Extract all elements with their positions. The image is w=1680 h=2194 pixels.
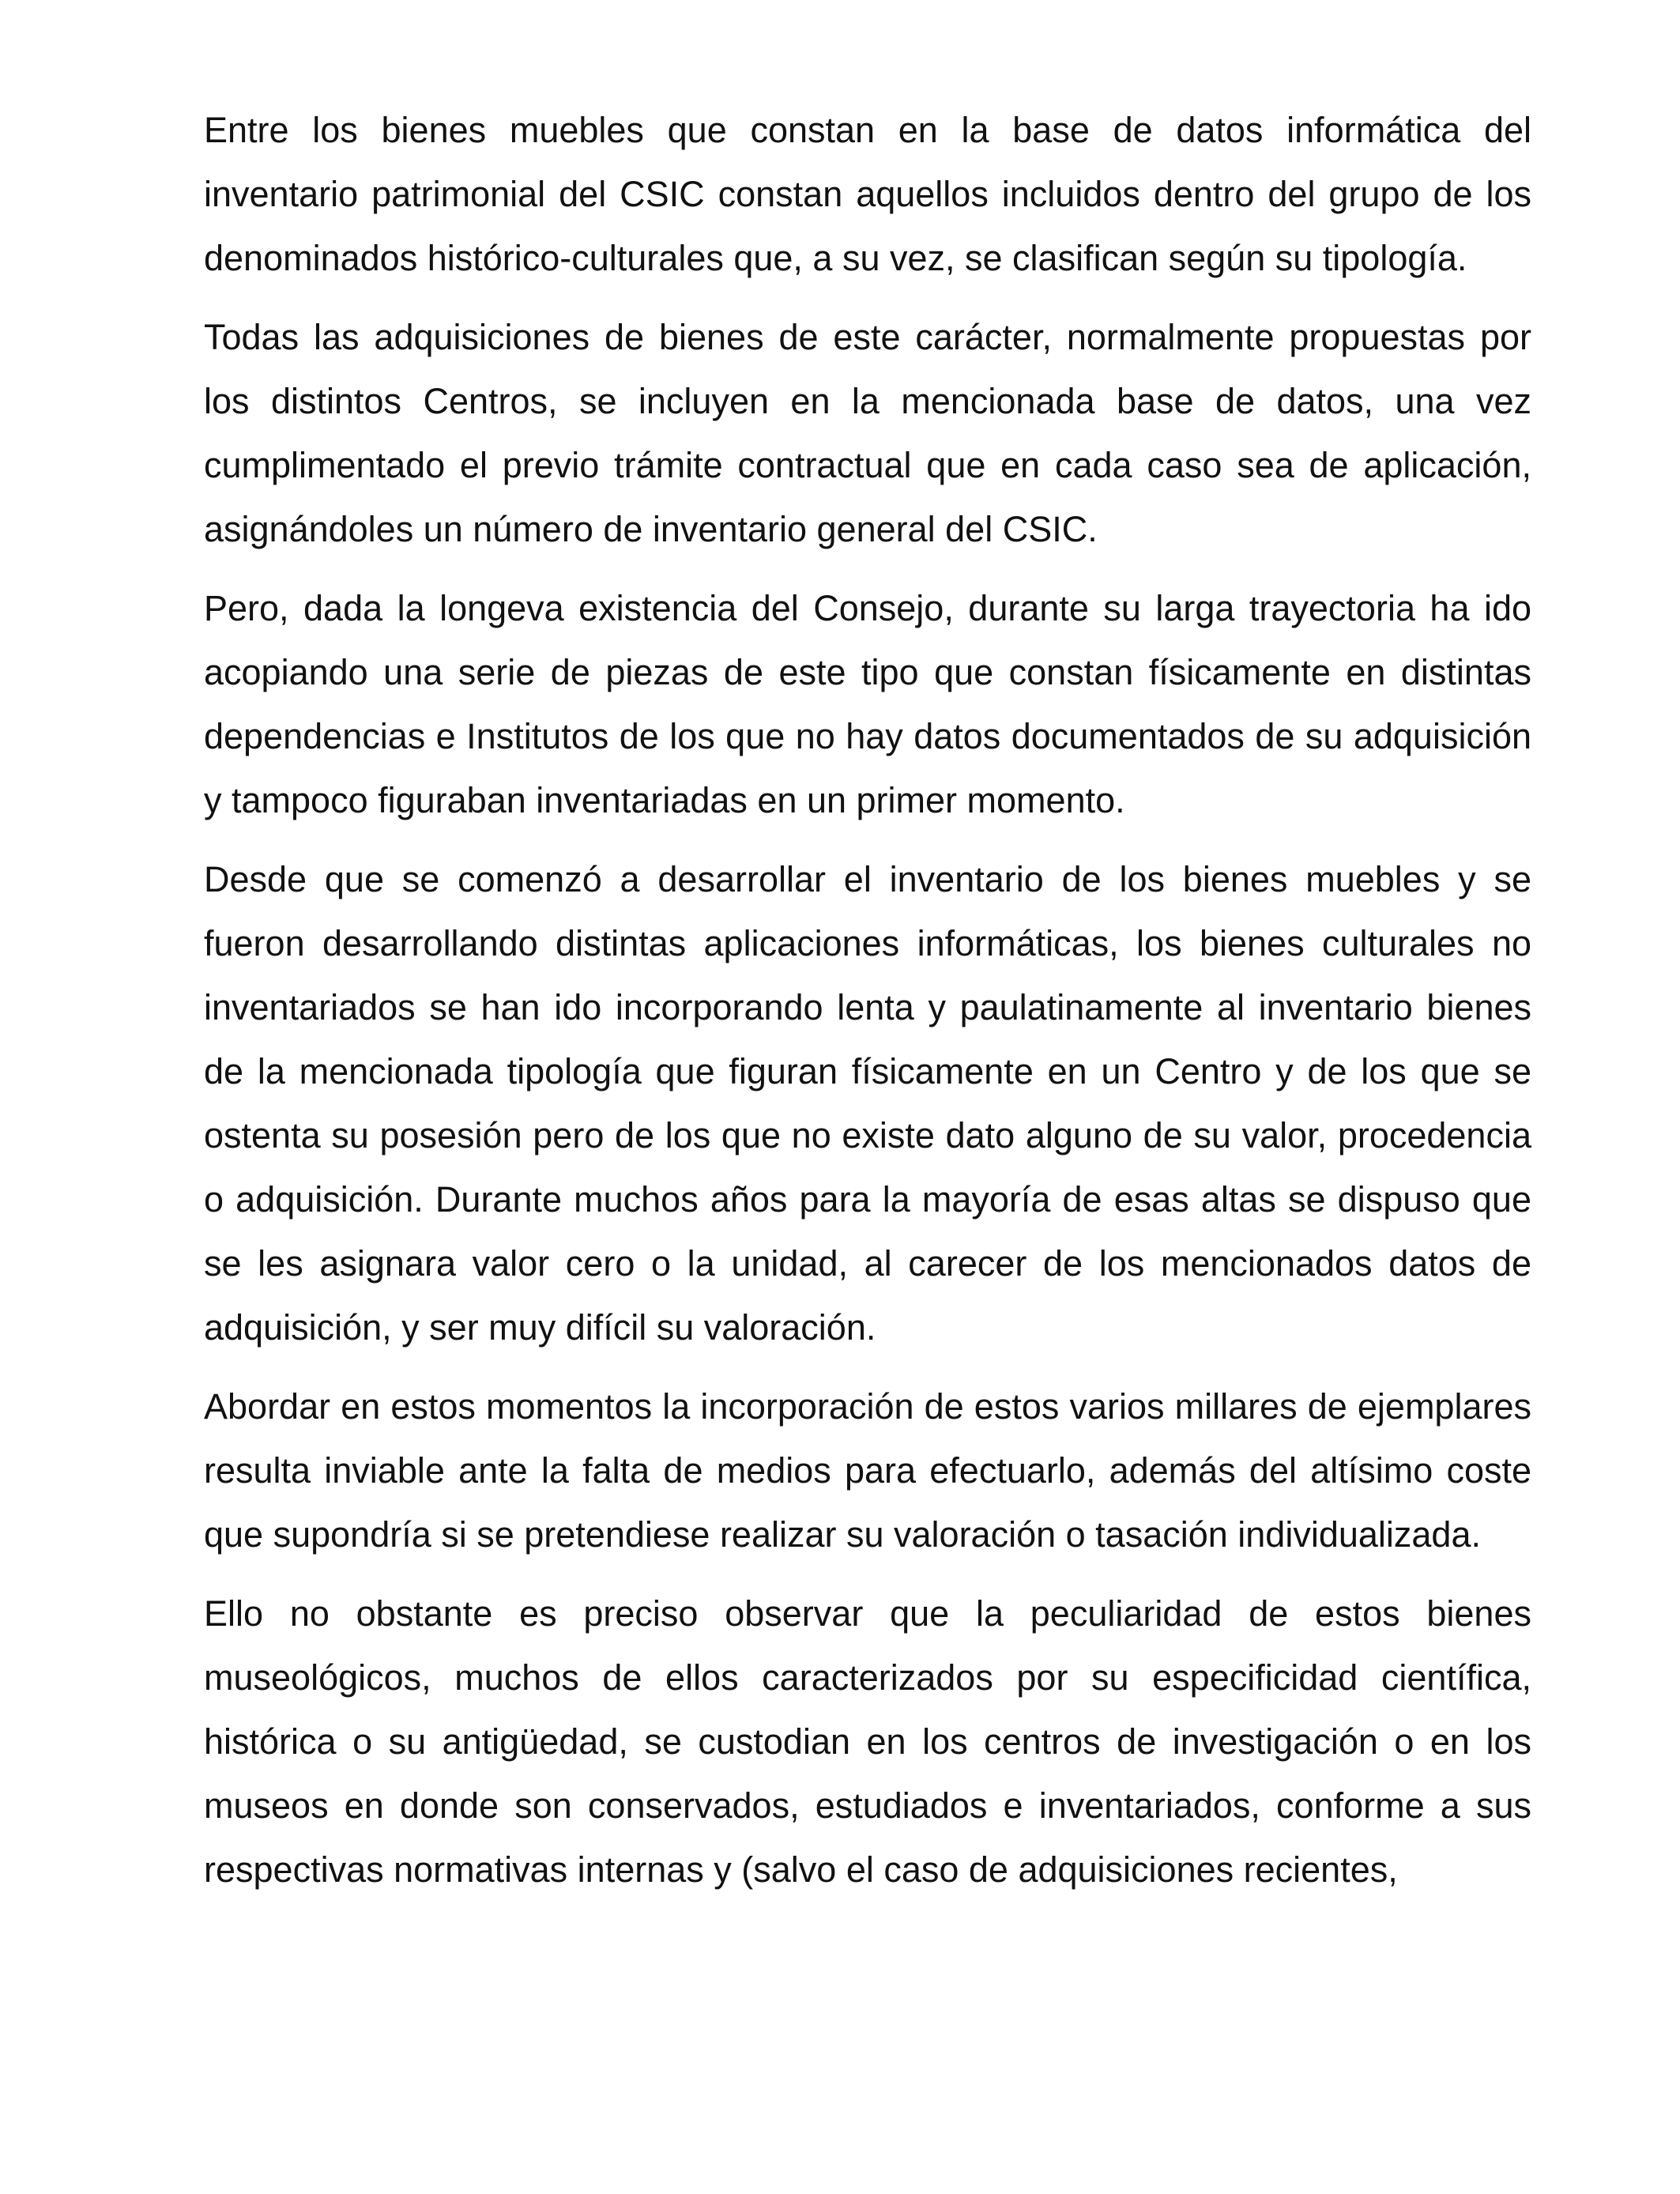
paragraph-3: Pero, dada la longeva existencia del Consejo, durante su larga trayectoria ha ido acopiando una serie de piezas de este tipo que constan físicamente en distintas dependencias e Institutos de los que no hay datos documentados de su adquisición y tampoco figuraban inventariadas en un primer momento. [204, 588, 1531, 820]
document-body [204, 98, 1531, 1917]
paragraph-2: Todas las adquisiciones de bienes de este carácter, normalmente propuestas por los distintos Centros, se incluyen en la mencionada base de datos, una vez cumplimentado el previo trámite contractual que en cada caso sea de aplicación, asignándoles un número de inventario general del CSIC. [204, 317, 1531, 549]
paragraph-4: Desde que se comenzó a desarrollar el inventario de los bienes muebles y se fueron desarrollando distintas aplicaciones informáticas, los bienes culturales no inventariados se han ido incorporando lenta y paulatinamente al inventario bienes de la mencionada tipología que figuran físicamente en un Centro y de los que se ostenta su posesión pero de los que no existe dato alguno de su valor, procedencia o adquisición. Durante muchos años para la mayoría de esas altas se dispuso que se les asignara valor cero o la unidad, al carecer de los mencionados datos de adquisición, y ser muy difícil su valoración. [204, 859, 1531, 1348]
paragraph-6: Ello no obstante es preciso observar que la peculiaridad de estos bienes museológicos, muchos de ellos caracterizados por su especificidad científica, histórica o su antigüedad, se custodian en los centros de investigación o en los museos en donde son conservados, estudiados e inventariados, conforme a sus respectivas normativas internas y (salvo el caso de adquisiciones recientes, [204, 1593, 1531, 1890]
paragraph-5: Abordar en estos momentos la incorporación de estos varios millares de ejemplares resulta inviable ante la falta de medios para efectuarlo, además del altísimo coste que supondría si se pretendiese realizar su valoración o tasación individualizada. [204, 1386, 1531, 1555]
paragraph-1: Entre los bienes muebles que constan en la base de datos informática del inventario patrimonial del CSIC constan aquellos incluidos dentro del grupo de los denominados histórico-culturales que, a su vez, se clasifican según su tipología. [204, 110, 1531, 278]
